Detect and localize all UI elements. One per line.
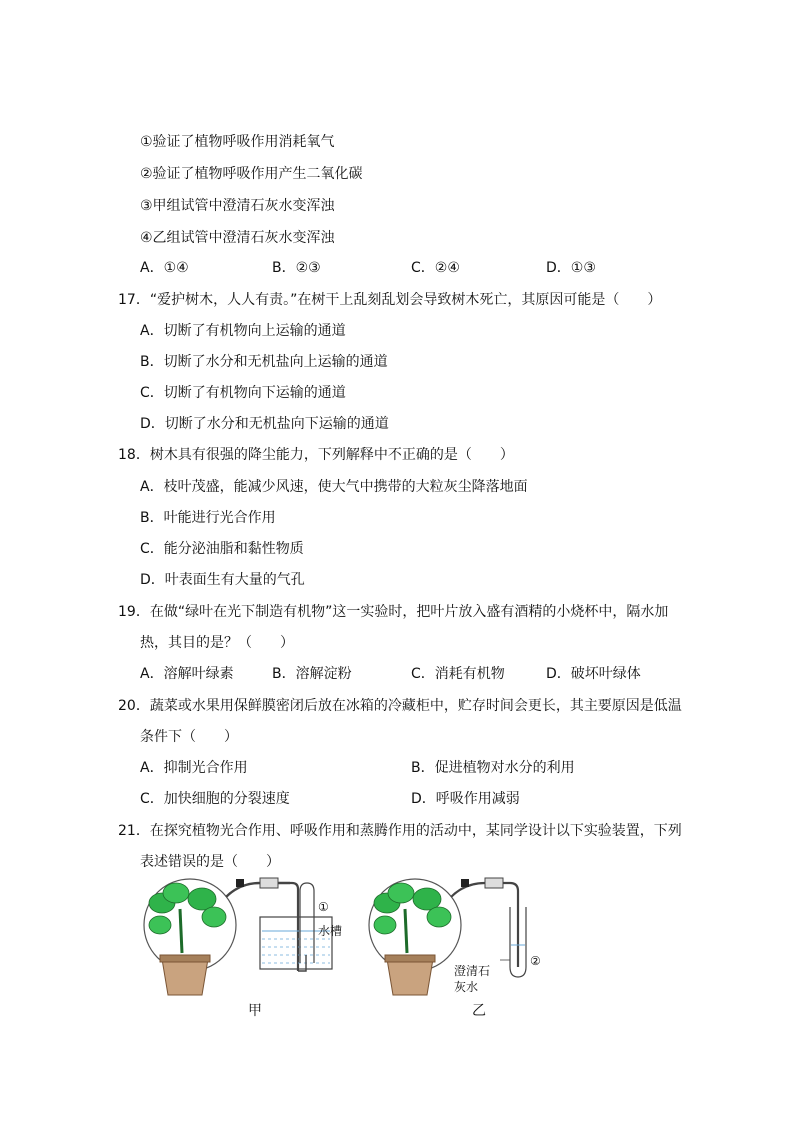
- inverted-tube-left: [300, 883, 314, 963]
- q18-option-b: B．叶能进行光合作用: [140, 510, 276, 526]
- water-tank-label: 水槽: [318, 924, 343, 938]
- q20-stem-line2: 条件下（ ）: [140, 729, 238, 745]
- q20-option-a: A．抑制光合作用: [140, 760, 248, 776]
- experiment-figure: [140, 875, 560, 1025]
- q19-stem-line2: 热，其目的是？（ ）: [140, 635, 294, 651]
- caption-jia: 甲: [248, 1003, 262, 1019]
- q18-stem: 18．树木具有很强的降尘能力，下列解释中不正确的是（ ）: [118, 447, 514, 463]
- plant-left: [149, 883, 226, 953]
- q16-option-a: A．①④: [140, 260, 189, 276]
- q18-option-c: C．能分泌油脂和黏性物质: [140, 541, 304, 557]
- apparatus-right: [369, 878, 526, 995]
- apparatus-left: [144, 878, 332, 995]
- q20-stem-line1: 20．蔬菜或水果用保鲜膜密闭后放在冰箱的冷藏柜中，贮存时间会更长，其主要原因是低温: [118, 698, 682, 714]
- marker-2: ②: [530, 954, 541, 968]
- q21-stem-line1: 21．在探究植物光合作用、呼吸作用和蒸腾作用的活动中，某同学设计以下实验装置，下列: [118, 823, 682, 839]
- q20-option-b: B．促进植物对水分的利用: [411, 760, 575, 776]
- q19-option-d: D．破坏叶绿体: [546, 666, 641, 682]
- q17-stem: 17．“爱护树木，人人有责。”在树干上乱刻乱划会导致树木死亡，其原因可能是（ ）: [118, 292, 662, 308]
- caption-yi: 乙: [472, 1003, 486, 1019]
- q18-option-d: D．叶表面生有大量的气孔: [140, 572, 305, 588]
- q17-option-d: D．切断了水分和无机盐向下运输的通道: [140, 416, 389, 432]
- statement-2: ②验证了植物呼吸作用产生二氧化碳: [140, 166, 363, 182]
- statement-4: ④乙组试管中澄清石灰水变浑浊: [140, 230, 335, 246]
- clamp-right: [485, 878, 503, 888]
- limewater-label-line2: 灰水: [454, 980, 479, 994]
- experiment-diagram: [140, 875, 560, 1025]
- statement-1: ①验证了植物呼吸作用消耗氧气: [140, 134, 335, 150]
- marker-1: ①: [318, 900, 329, 914]
- limewater-label-line1: 澄清石: [454, 964, 491, 978]
- flower-pot-left: [162, 959, 208, 995]
- q17-option-c: C．切断了有机物向下运输的通道: [140, 385, 346, 401]
- q20-option-c: C．加快细胞的分裂速度: [140, 791, 290, 807]
- q19-option-a: A．溶解叶绿素: [140, 666, 234, 682]
- q19-option-c: C．消耗有机物: [411, 666, 505, 682]
- q16-option-d: D．①③: [546, 260, 596, 276]
- q16-option-c: C．②④: [411, 260, 460, 276]
- statement-3: ③甲组试管中澄清石灰水变浑浊: [140, 198, 335, 214]
- q19-option-b: B．溶解淀粉: [272, 666, 352, 682]
- stopper-right: [461, 879, 469, 887]
- q17-option-b: B．切断了水分和无机盐向上运输的通道: [140, 354, 388, 370]
- q16-option-b: B．②③: [272, 260, 321, 276]
- q17-option-a: A．切断了有机物向上运输的通道: [140, 323, 346, 339]
- q18-option-a: A．枝叶茂盛，能减少风速，使大气中携带的大粒灰尘降落地面: [140, 479, 528, 495]
- stopper-left: [236, 879, 244, 887]
- clamp-left: [260, 878, 278, 888]
- plant-right: [374, 883, 451, 953]
- q19-stem-line1: 19．在做“绿叶在光下制造有机物”这一实验时，把叶片放入盛有酒精的小烧杯中，隔水加: [118, 604, 669, 620]
- q20-option-d: D．呼吸作用减弱: [411, 791, 520, 807]
- flower-pot-right: [387, 959, 433, 995]
- q21-stem-line2: 表述错误的是（ ）: [140, 854, 280, 870]
